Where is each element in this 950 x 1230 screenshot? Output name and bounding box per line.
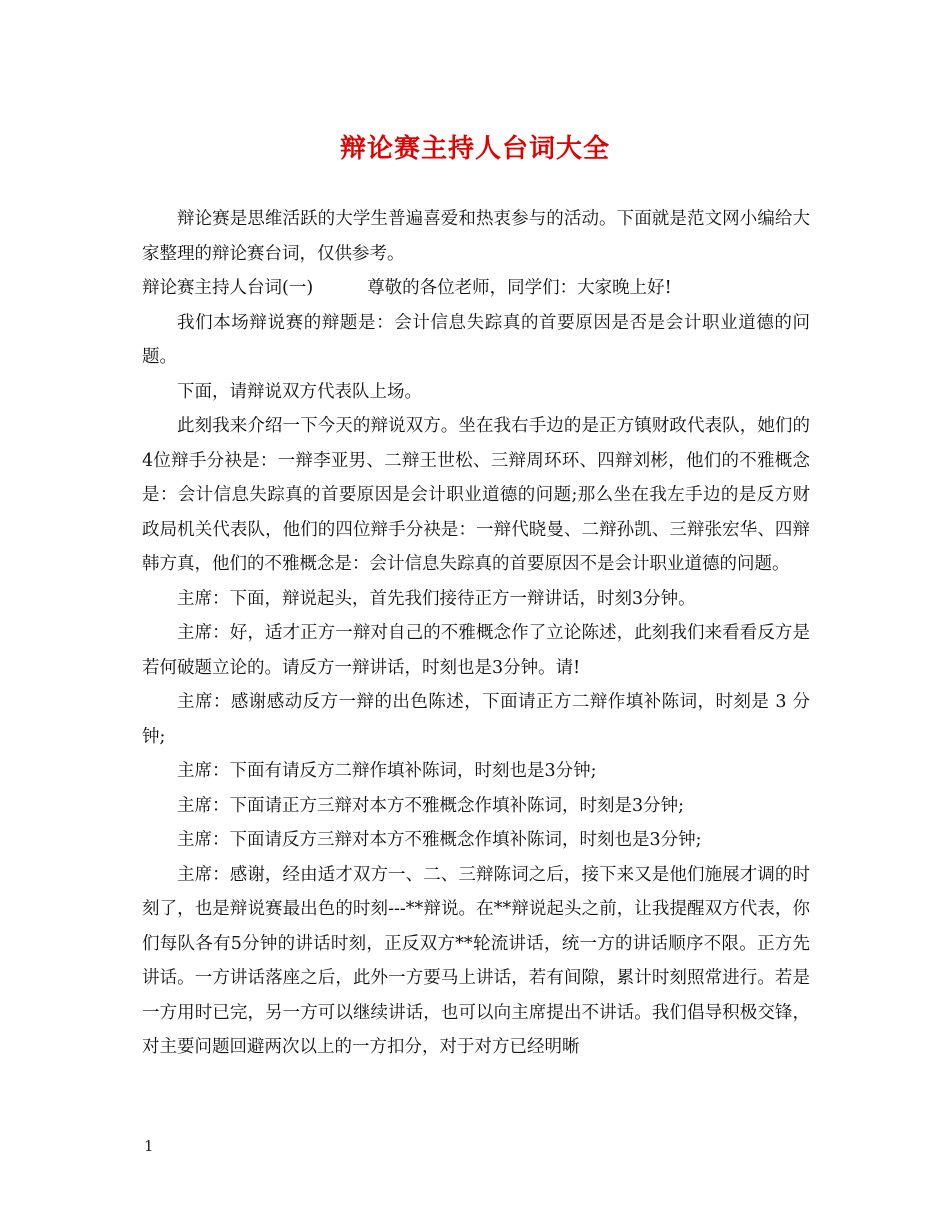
- document-body: [142, 202, 810, 1065]
- paragraph-chair-5: 主席：下面请正方三辩对本方不雅概念作填补陈词，时刻是3分钟;: [177, 795, 685, 816]
- paragraph-chair-6: 主席：下面请反方三辩对本方不雅概念作填补陈词，时刻也是3分钟;: [177, 830, 702, 850]
- paragraph-topic: 我们本场辩说赛的辩题是：会计信息失踪真的首要原因是否是会计职业道德的问题。: [142, 312, 810, 367]
- page-number: 1: [144, 1137, 154, 1155]
- paragraph-chair-2: 主席：好，适才正方一辩对自己的不雅概念作了立论陈述，此刻我们来看看反方是若何破题立论的。请反方一辩讲话，时刻也是3分钟。请!: [142, 623, 810, 678]
- paragraph-chair-1: 主席：下面，辩说起头，首先我们接待正方一辩讲话，时刻3分钟。: [177, 588, 696, 609]
- section-label: 辩论赛主持人台词(一): [142, 278, 314, 298]
- paragraph-teams-enter: 下面，请辩说双方代表队上场。: [177, 381, 422, 402]
- paragraph-chair-4: 主席：下面有请反方二辩作填补陈词，时刻也是3分钟;: [177, 761, 597, 781]
- paragraph-section-heading: [142, 271, 810, 306]
- paragraph-chair-7: 主席：感谢，经由适才双方一、二、三辩陈词之后，接下来又是他们施展才调的时刻了，也是辩说赛最出色的时刻---**辩说。在**辩说起头之前，让我提醒双方代表，你们每队各有5分钟的讲话时刻，正反双方**轮流讲话，统一方的讲话顺序不限。正方先讲话。一方讲话落座之后，此外一方要马上讲话，若有间隙，累计时刻照常进行。若是一方用时已完，另一方可以继续讲话，也可以向主席提出不讲话。我们倡导积极交锋，对主要问题回避两次以上的一方扣分，对于对方已经明晰: [142, 864, 810, 1057]
- paragraph-chair-3: 主席：感谢感动反方一辩的出色陈述，下面请正方二辩作填补陈词，时刻是 3 分钟;: [142, 692, 810, 747]
- paragraph-intro: 辩论赛是思维活跃的大学生普遍喜爱和热衷参与的活动。下面就是范文网小编给大家整理的辩论赛台词，仅供参考。: [142, 209, 810, 264]
- paragraph-team-intro: 此刻我来介绍一下今天的辩说双方。坐在我右手边的是正方镇财政代表队，她们的4位辩手分袂是：一辩李亚男、二辩王世松、三辩周环环、四辩刘彬，他们的不雅概念是：会计信息失踪真的首要原因是会计职业道德的问题;那么坐在我左手边的是反方财政局机关代表队，他们的四位辩手分袂是：一辩代晓曼、二辩孙凯、三辩张宏华、四辩韩方真，他们的不雅概念是：会计信息失踪真的首要原因不是会计职业道德的问题。: [142, 416, 810, 574]
- document-title: 辩论赛主持人台词大全: [339, 134, 610, 164]
- greeting-text: 尊敬的各位老师，同学们：大家晚上好!: [367, 278, 672, 298]
